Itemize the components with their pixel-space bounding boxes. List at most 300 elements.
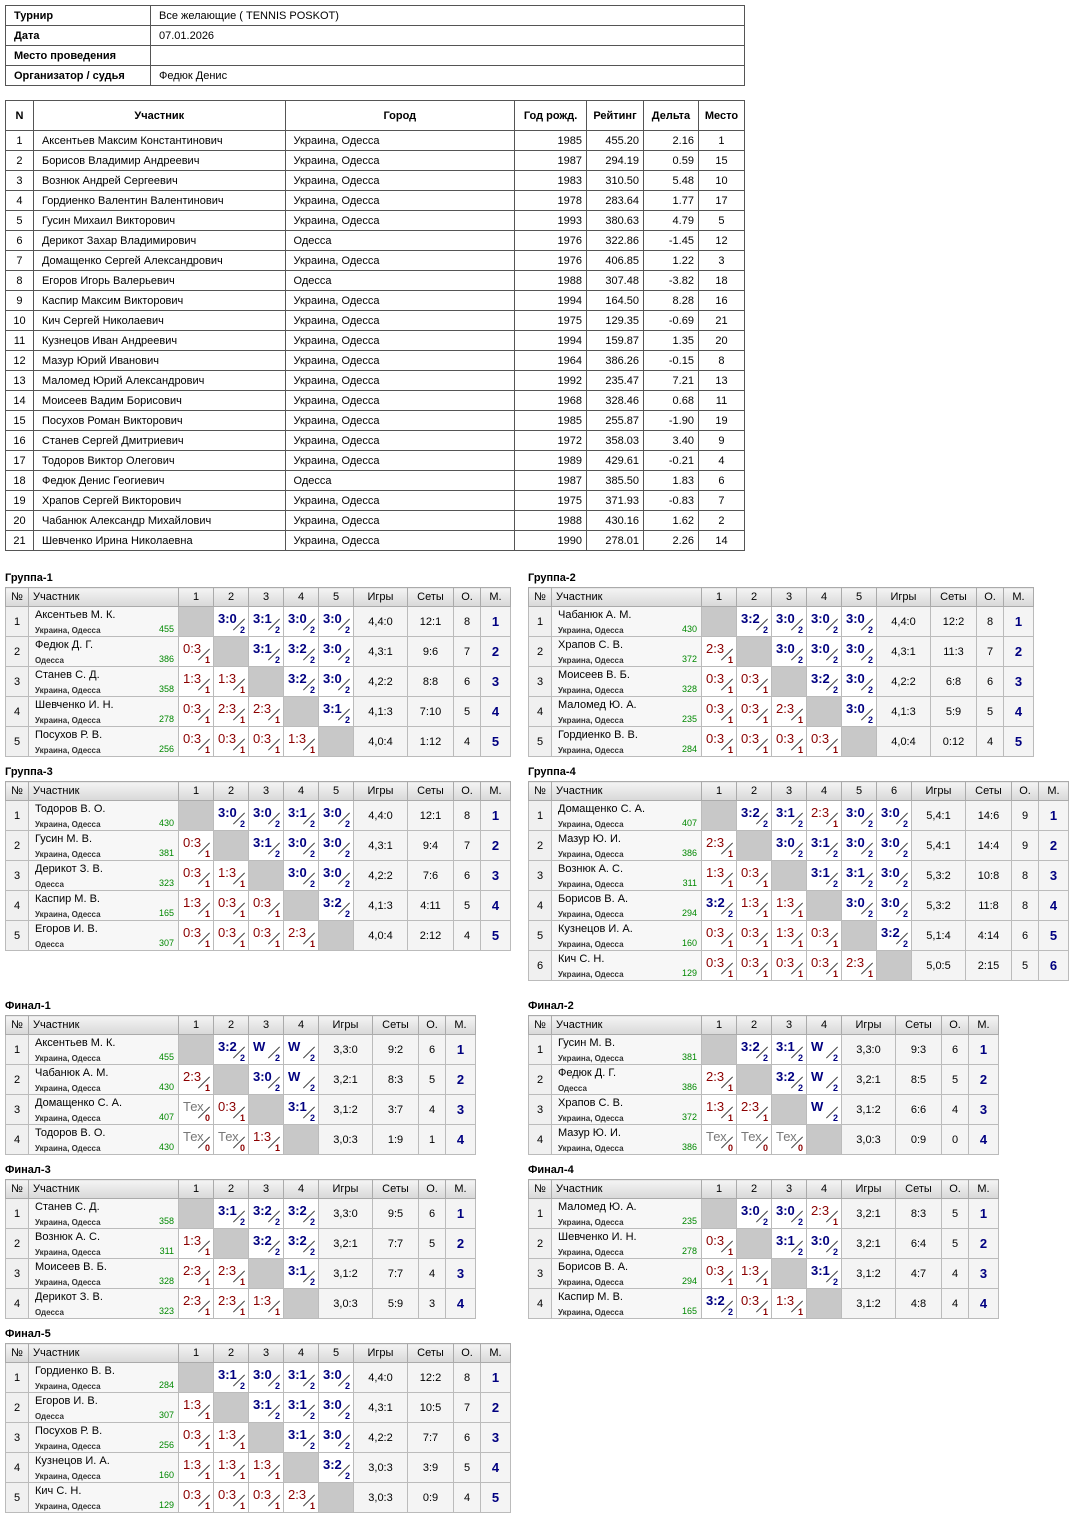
match-points: 2: [867, 849, 873, 859]
participant-city: Одесса: [285, 471, 515, 491]
games-cell: 5,3:2: [912, 861, 966, 891]
col-header-place: М.: [446, 1180, 476, 1199]
match-result-cell[interactable]: [179, 1229, 214, 1259]
player-rating: 294: [681, 908, 697, 918]
place: 14: [698, 531, 744, 551]
match-points: 2: [274, 1053, 280, 1063]
match-result-cell[interactable]: [702, 1125, 737, 1155]
birth-year: 1968: [515, 391, 587, 411]
match-result-cell[interactable]: [179, 727, 214, 757]
match-result-cell[interactable]: [737, 801, 772, 831]
points-cell: 6: [419, 1035, 446, 1065]
match-result-cell[interactable]: [807, 951, 842, 981]
match-score: 2:3: [811, 1203, 830, 1218]
match-result-cell[interactable]: [737, 1095, 772, 1125]
match-result-cell[interactable]: [179, 1453, 214, 1483]
player-rating: 307: [158, 938, 174, 948]
match-result-cell[interactable]: [249, 801, 284, 831]
match-result-cell[interactable]: [284, 801, 319, 831]
match-result-cell[interactable]: [319, 1423, 354, 1453]
place: 5: [698, 211, 744, 231]
match-result-cell[interactable]: [737, 1289, 772, 1319]
match-result-cell[interactable]: [702, 1289, 737, 1319]
match-points: 2: [867, 879, 873, 889]
match-points: 2: [309, 1411, 315, 1421]
match-result-cell[interactable]: [284, 1065, 319, 1095]
match-result-cell[interactable]: [737, 607, 772, 637]
match-points: 1: [239, 745, 245, 755]
match-result-cell[interactable]: [737, 861, 772, 891]
match-score: 2:3: [288, 1487, 307, 1502]
match-result-cell[interactable]: [214, 921, 249, 951]
match-score: Тех: [183, 1129, 204, 1144]
match-score: 3:0: [288, 835, 307, 850]
match-result-cell[interactable]: [249, 1483, 284, 1513]
points-cell: 4: [977, 727, 1004, 757]
match-result-cell[interactable]: [877, 801, 912, 831]
match-score: Тех: [218, 1129, 239, 1144]
points-cell: 8: [454, 1363, 481, 1393]
group-row: [529, 1035, 999, 1065]
match-result-cell[interactable]: [807, 861, 842, 891]
match-result-cell[interactable]: [179, 921, 214, 951]
match-points: 1: [239, 715, 245, 725]
match-result-cell[interactable]: [284, 1363, 319, 1393]
games-cell: 3,0:3: [354, 1453, 408, 1483]
match-result-cell[interactable]: [842, 667, 877, 697]
match-score: 3:0: [811, 1233, 830, 1248]
match-result-cell[interactable]: [737, 1035, 772, 1065]
match-result-cell[interactable]: [772, 891, 807, 921]
match-result-cell[interactable]: [772, 831, 807, 861]
col-header-place: М.: [1004, 588, 1034, 607]
place: 10: [698, 171, 744, 191]
match-result-cell[interactable]: [702, 831, 737, 861]
row-number: 12: [6, 351, 34, 371]
match-result-cell[interactable]: [214, 1483, 249, 1513]
participant-city: Украина, Одесса: [285, 191, 515, 211]
participant-name: Гордиенко Валентин Валентинович: [33, 191, 285, 211]
match-result-cell[interactable]: [319, 801, 354, 831]
place: 3: [698, 251, 744, 271]
match-score: W: [253, 1039, 266, 1054]
match-result-cell[interactable]: [249, 697, 284, 727]
participant-city: Украина, Одесса: [285, 431, 515, 451]
match-result-cell[interactable]: [772, 637, 807, 667]
match-result-cell[interactable]: [702, 697, 737, 727]
player-rating: 372: [681, 654, 697, 664]
match-result-cell[interactable]: [807, 1259, 842, 1289]
match-result-cell[interactable]: [214, 1199, 249, 1229]
match-result-cell[interactable]: [877, 891, 912, 921]
match-result-cell[interactable]: [807, 667, 842, 697]
group-title: Финал-4: [528, 1164, 574, 1176]
match-result-cell[interactable]: [179, 1125, 214, 1155]
sets-cell: 11:8: [966, 891, 1012, 921]
match-result-cell[interactable]: [284, 607, 319, 637]
match-score: 1:3: [183, 1233, 202, 1248]
points-cell: 6: [1012, 921, 1039, 951]
match-result-cell[interactable]: [179, 1393, 214, 1423]
match-result-cell[interactable]: [772, 1289, 807, 1319]
match-result-cell[interactable]: [249, 1199, 284, 1229]
match-score: 3:0: [846, 701, 865, 716]
match-points: 1: [309, 745, 315, 755]
match-score: 3:0: [811, 641, 830, 656]
birth-year: 1994: [515, 331, 587, 351]
participant-name: Мазур Юрий Иванович: [33, 351, 285, 371]
match-result-cell[interactable]: [772, 1199, 807, 1229]
match-result-cell[interactable]: [179, 637, 214, 667]
match-result-cell[interactable]: [702, 861, 737, 891]
birth-year: 1993: [515, 211, 587, 231]
player-city: Украина, Одесса: [35, 1472, 101, 1481]
match-result-cell[interactable]: [214, 1363, 249, 1393]
games-cell: 5,4:1: [912, 801, 966, 831]
match-result-cell[interactable]: [249, 921, 284, 951]
match-result-cell[interactable]: [807, 831, 842, 861]
match-result-cell[interactable]: [249, 891, 284, 921]
points-cell: 8: [977, 607, 1004, 637]
match-result-cell[interactable]: [214, 1453, 249, 1483]
match-result-cell[interactable]: [877, 831, 912, 861]
match-result-cell[interactable]: [737, 727, 772, 757]
match-result-cell[interactable]: [249, 607, 284, 637]
match-result-cell[interactable]: [179, 1483, 214, 1513]
self-match-cell: [249, 861, 284, 891]
match-result-cell[interactable]: [319, 637, 354, 667]
match-result-cell[interactable]: [284, 1095, 319, 1125]
player-cell: [29, 667, 179, 697]
sets-cell: 1:9: [373, 1125, 419, 1155]
match-result-cell[interactable]: [807, 1035, 842, 1065]
games-cell: 5,1:4: [912, 921, 966, 951]
rating: 386.26: [587, 351, 644, 371]
match-result-cell[interactable]: [319, 667, 354, 697]
match-result-cell[interactable]: [319, 1363, 354, 1393]
match-result-cell[interactable]: [702, 727, 737, 757]
group-row: [6, 1423, 511, 1453]
match-result-cell[interactable]: [214, 667, 249, 697]
match-result-cell[interactable]: [249, 1035, 284, 1065]
col-header-opponent: 3: [249, 588, 284, 607]
col-header-place: М.: [969, 1016, 999, 1035]
rating: 358.03: [587, 431, 644, 451]
match-score: 3:2: [218, 1039, 237, 1054]
match-score: 1:3: [776, 1293, 795, 1308]
match-result-cell[interactable]: [702, 637, 737, 667]
match-result-cell[interactable]: [249, 831, 284, 861]
points-cell: 7: [977, 637, 1004, 667]
match-result-cell[interactable]: [214, 891, 249, 921]
match-score: 1:3: [253, 1293, 272, 1308]
match-result-cell[interactable]: [702, 891, 737, 921]
match-result-cell[interactable]: [702, 667, 737, 697]
place-cell: 3: [1004, 667, 1034, 697]
match-result-cell[interactable]: [842, 637, 877, 667]
match-result-cell[interactable]: [842, 891, 877, 921]
match-result-cell[interactable]: [842, 697, 877, 727]
birth-year: 1985: [515, 131, 587, 151]
col-header-games: Игры: [354, 1344, 408, 1363]
match-result-cell[interactable]: [737, 667, 772, 697]
match-result-cell[interactable]: [249, 1393, 284, 1423]
match-result-cell[interactable]: [214, 697, 249, 727]
match-result-cell[interactable]: [214, 1423, 249, 1453]
match-result-cell[interactable]: [284, 1423, 319, 1453]
match-result-cell[interactable]: [284, 727, 319, 757]
match-result-cell[interactable]: [284, 1483, 319, 1513]
match-score: 3:0: [776, 1203, 795, 1218]
match-result-cell[interactable]: [737, 1259, 772, 1289]
match-result-cell[interactable]: [702, 1229, 737, 1259]
match-result-cell[interactable]: [214, 1259, 249, 1289]
col-header-opponent: 3: [772, 1016, 807, 1035]
sets-cell: 8:3: [373, 1065, 419, 1095]
player-cell: [552, 1199, 702, 1229]
group-row: [529, 1289, 999, 1319]
sets-cell: 7:7: [373, 1229, 419, 1259]
delta: -0.83: [643, 491, 698, 511]
match-score: 3:2: [288, 641, 307, 656]
match-result-cell[interactable]: [702, 1095, 737, 1125]
group-row: [6, 1199, 476, 1229]
match-result-cell[interactable]: [319, 831, 354, 861]
match-result-cell[interactable]: [179, 667, 214, 697]
match-score: 0:3: [741, 671, 760, 686]
col-header-player: Участник: [552, 588, 702, 607]
match-result-cell[interactable]: [842, 861, 877, 891]
player-cell: [552, 1289, 702, 1319]
col-header-opponent: 3: [249, 1180, 284, 1199]
match-result-cell[interactable]: [702, 951, 737, 981]
place: 1: [698, 131, 744, 151]
match-result-cell[interactable]: [842, 801, 877, 831]
match-result-cell[interactable]: [284, 1259, 319, 1289]
match-result-cell[interactable]: [249, 1125, 284, 1155]
points-cell: 5: [977, 697, 1004, 727]
match-result-cell[interactable]: [842, 951, 877, 981]
match-score: 3:0: [881, 865, 900, 880]
player-name: Храпов С. В.: [558, 1097, 623, 1109]
player-city: Украина, Одесса: [558, 1218, 624, 1227]
match-result-cell[interactable]: [249, 637, 284, 667]
place: 2: [698, 511, 744, 531]
match-result-cell[interactable]: [284, 921, 319, 951]
place-cell: 1: [481, 1363, 511, 1393]
match-result-cell[interactable]: [319, 861, 354, 891]
match-score: 3:1: [253, 835, 272, 850]
match-result-cell[interactable]: [319, 607, 354, 637]
match-result-cell[interactable]: [737, 1199, 772, 1229]
row-number: 2: [6, 831, 29, 861]
match-result-cell[interactable]: [214, 1289, 249, 1319]
participant-name: Аксентьев Максим Константинович: [33, 131, 285, 151]
group-row: [529, 891, 1069, 921]
match-result-cell[interactable]: [179, 697, 214, 727]
match-result-cell[interactable]: [772, 1125, 807, 1155]
match-result-cell[interactable]: [284, 1393, 319, 1423]
match-result-cell[interactable]: [319, 697, 354, 727]
match-result-cell[interactable]: [319, 1393, 354, 1423]
match-result-cell[interactable]: [877, 861, 912, 891]
sets-cell: 5:9: [373, 1289, 419, 1319]
match-result-cell[interactable]: [807, 1199, 842, 1229]
match-result-cell[interactable]: [772, 951, 807, 981]
match-score: 3:0: [741, 1203, 760, 1218]
match-result-cell[interactable]: [772, 1065, 807, 1095]
group-row: [6, 607, 511, 637]
match-result-cell[interactable]: [737, 921, 772, 951]
player-rating: 358: [158, 684, 174, 694]
match-result-cell[interactable]: [249, 1453, 284, 1483]
match-result-cell[interactable]: [284, 1229, 319, 1259]
participant-name: Чабанюк Александр Михайлович: [33, 511, 285, 531]
participant-city: Украина, Одесса: [285, 331, 515, 351]
match-points: 0: [727, 1143, 733, 1153]
match-result-cell[interactable]: [702, 1065, 737, 1095]
row-number: 21: [6, 531, 34, 551]
group-title: Группа-2: [528, 572, 576, 584]
match-result-cell[interactable]: [877, 921, 912, 951]
match-points: 1: [762, 879, 768, 889]
match-result-cell[interactable]: [214, 801, 249, 831]
row-number: 4: [6, 891, 29, 921]
birth-year: 1987: [515, 471, 587, 491]
points-cell: 6: [454, 667, 481, 697]
player-cell: [29, 861, 179, 891]
match-result-cell[interactable]: [772, 801, 807, 831]
match-result-cell[interactable]: [214, 607, 249, 637]
match-result-cell[interactable]: [284, 831, 319, 861]
match-result-cell[interactable]: [807, 727, 842, 757]
match-result-cell[interactable]: [772, 921, 807, 951]
match-result-cell[interactable]: [737, 697, 772, 727]
match-result-cell[interactable]: [772, 607, 807, 637]
match-result-cell[interactable]: [772, 697, 807, 727]
match-result-cell[interactable]: [249, 1229, 284, 1259]
match-result-cell[interactable]: [807, 1229, 842, 1259]
player-city: Украина, Одесса: [35, 1442, 101, 1451]
match-result-cell[interactable]: [214, 1095, 249, 1125]
participant-city: Украина, Одесса: [285, 491, 515, 511]
row-number: 3: [6, 171, 34, 191]
match-score: 0:3: [218, 925, 237, 940]
match-result-cell[interactable]: [284, 637, 319, 667]
sets-cell: 0:9: [896, 1125, 942, 1155]
match-result-cell[interactable]: [842, 831, 877, 861]
points-cell: 7: [454, 831, 481, 861]
match-result-cell[interactable]: [179, 891, 214, 921]
match-result-cell[interactable]: [842, 607, 877, 637]
match-points: 2: [309, 1277, 315, 1287]
match-result-cell[interactable]: [214, 1035, 249, 1065]
match-result-cell[interactable]: [179, 1095, 214, 1125]
match-result-cell[interactable]: [179, 1423, 214, 1453]
sets-cell: 14:6: [966, 801, 1012, 831]
match-score: 1:3: [288, 731, 307, 746]
match-result-cell[interactable]: [772, 1229, 807, 1259]
group-row: [6, 1125, 476, 1155]
match-score: 3:1: [811, 1263, 830, 1278]
match-result-cell[interactable]: [319, 1453, 354, 1483]
games-cell: 5,0:5: [912, 951, 966, 981]
match-result-cell[interactable]: [737, 1125, 772, 1155]
match-result-cell[interactable]: [214, 861, 249, 891]
match-result-cell[interactable]: [807, 801, 842, 831]
match-result-cell[interactable]: [772, 727, 807, 757]
match-score: 0:3: [776, 955, 795, 970]
match-points: 2: [239, 819, 245, 829]
player-cell: [552, 951, 702, 981]
player-city: Украина, Одесса: [35, 1084, 101, 1093]
match-points: 1: [204, 655, 210, 665]
match-result-cell[interactable]: [249, 1289, 284, 1319]
col-header-opponent: 3: [249, 1344, 284, 1363]
match-result-cell[interactable]: [807, 1095, 842, 1125]
participant-city: Украина, Одесса: [285, 171, 515, 191]
self-match-cell: [249, 1095, 284, 1125]
match-result-cell[interactable]: [214, 1125, 249, 1155]
rating: 310.50: [587, 171, 644, 191]
match-result-cell[interactable]: [179, 861, 214, 891]
match-result-cell[interactable]: [319, 891, 354, 921]
self-match-cell: [877, 951, 912, 981]
match-points: 2: [867, 685, 873, 695]
match-result-cell[interactable]: [249, 1363, 284, 1393]
sets-cell: 2:12: [408, 921, 454, 951]
match-result-cell[interactable]: [179, 831, 214, 861]
match-result-cell[interactable]: [807, 607, 842, 637]
match-score: 3:0: [846, 805, 865, 820]
match-result-cell[interactable]: [284, 1035, 319, 1065]
match-result-cell[interactable]: [737, 891, 772, 921]
col-header-opponent: 1: [702, 1016, 737, 1035]
match-result-cell[interactable]: [702, 921, 737, 951]
match-result-cell[interactable]: [807, 637, 842, 667]
info-label: Место проведения: [6, 46, 151, 66]
match-result-cell[interactable]: [772, 1035, 807, 1065]
match-result-cell[interactable]: [807, 1065, 842, 1095]
player-rating: 165: [158, 908, 174, 918]
match-result-cell[interactable]: [179, 1289, 214, 1319]
delta: 7.21: [643, 371, 698, 391]
row-number: 3: [6, 1423, 29, 1453]
match-score: 0:3: [706, 1233, 725, 1248]
match-result-cell[interactable]: [249, 1065, 284, 1095]
match-score: 0:3: [706, 925, 725, 940]
match-result-cell[interactable]: [214, 727, 249, 757]
match-result-cell[interactable]: [284, 861, 319, 891]
match-result-cell[interactable]: [284, 667, 319, 697]
match-result-cell[interactable]: [284, 1199, 319, 1229]
match-points: 1: [727, 685, 733, 695]
match-result-cell[interactable]: [807, 921, 842, 951]
match-points: 2: [762, 819, 768, 829]
row-number: 5: [6, 921, 29, 951]
match-result-cell[interactable]: [702, 1259, 737, 1289]
group-row: [6, 1095, 476, 1125]
match-result-cell[interactable]: [179, 1259, 214, 1289]
player-city: Украина, Одесса: [35, 1382, 101, 1391]
player-cell: [552, 667, 702, 697]
match-result-cell[interactable]: [249, 727, 284, 757]
match-result-cell[interactable]: [179, 1065, 214, 1095]
match-result-cell[interactable]: [737, 951, 772, 981]
place: 15: [698, 151, 744, 171]
player-rating: 407: [681, 818, 697, 828]
row-number: 16: [6, 431, 34, 451]
